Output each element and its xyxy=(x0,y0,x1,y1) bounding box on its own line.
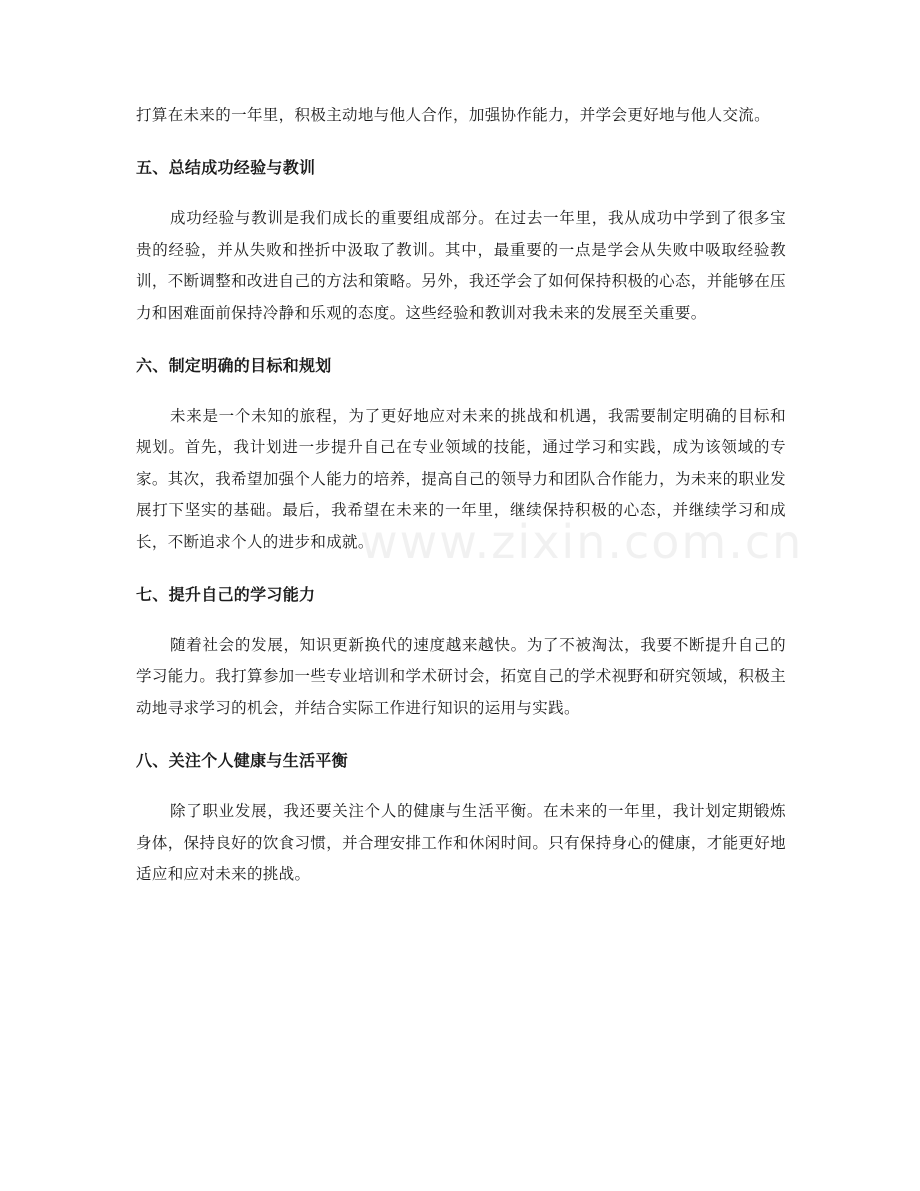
section-paragraph-8: 除了职业发展，我还要关注个人的健康与生活平衡。在未来的一年里，我计划定期锻炼身体，保持良好的饮食习惯，并合理安排工作和休闲时间。只有保持身心的健康，才能更好地适应和应对未来的挑战。 xyxy=(136,802,786,884)
section-paragraph-7: 随着社会的发展，知识更新换代的速度越来越快。为了不被淘汰，我要不断提升自己的学习能力。我打算参加一些专业培训和学术研讨会，拓宽自己的学术视野和研究领域，积极主动地寻求学习的机会，并结合实际工作进行知识的运用与实践。 xyxy=(136,636,786,717)
section-heading-8: 八、关注个人健康与生活平衡 xyxy=(136,751,348,771)
section-paragraph-6: 未来是一个未知的旅程，为了更好地应对未来的挑战和机遇，我需要制定明确的目标和规划。首先，我计划进一步提升自己在专业领域的技能，通过学习和实践，成为该领域的专家。其次，我希望加强个人能力的培养，提高自己的领导力和团队合作能力，为未来的职业发展打下坚实的基础。最后，我希望在未来的一年里，继续保持积极的心态，并继续学习和成长，不断追求个人的进步和成就。 xyxy=(136,407,786,551)
intro-paragraph: 打算在未来的一年里，积极主动地与他人合作，加强协作能力，并学会更好地与他人交流。 xyxy=(136,106,771,124)
section-heading-6: 六、制定明确的目标和规划 xyxy=(136,356,332,376)
watermark: www.zixin.com.cn xyxy=(360,515,804,569)
section-heading-5: 五、总结成功经验与教训 xyxy=(136,158,316,178)
document-body xyxy=(136,100,786,891)
section-paragraph-5: 成功经验与教训是我们成长的重要组成部分。在过去一年里，我从成功中学到了很多宝贵的经验，并从失败和挫折中汲取了教训。其中，最重要的一点是学会从失败中吸取经验教训，不断调整和改进自己的方法和策略。另外，我还学会了如何保持积极的心态，并能够在压力和困难面前保持冷静和乐观的态度。这些经验和教训对我未来的发展至关重要。 xyxy=(136,209,786,322)
section-heading-7: 七、提升自己的学习能力 xyxy=(136,585,316,605)
